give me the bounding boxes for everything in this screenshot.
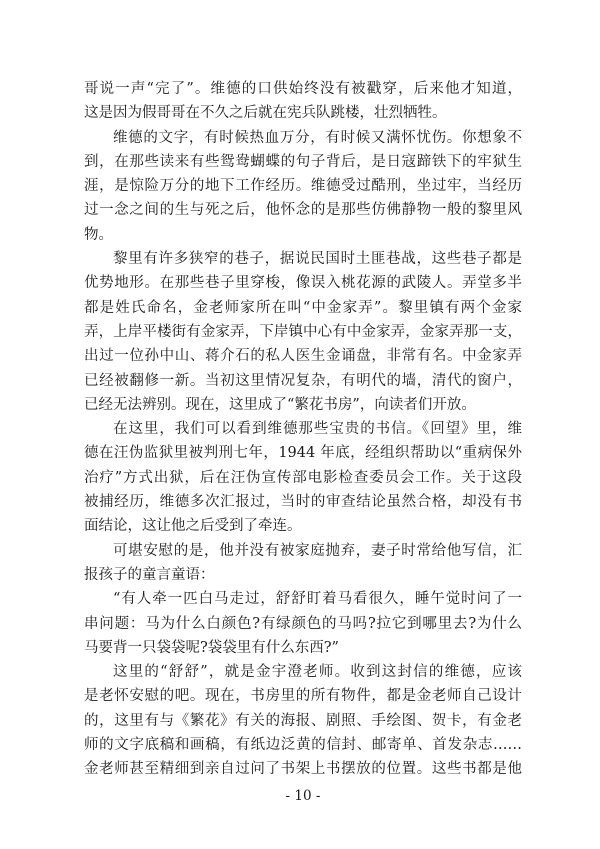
- text-line: 马要背一只袋袋呢?袋袋里有什么东西?”: [84, 639, 339, 656]
- text-line: 治疗”方式出狱，后在汪伪宣传部电影检查委员会工作。关于这段: [84, 469, 522, 486]
- text-line: 弄，上岸平楼街有金家弄，下岸镇中心有中金家弄，金家弄那一支，: [84, 323, 522, 340]
- text-line: 的，这里有与《繁花》有关的海报、剧照、手绘图、贺卡，有金老: [84, 712, 522, 729]
- page-number: - 10 -: [285, 788, 321, 804]
- text-line: 是老怀安慰的吧。现在，书房里的所有物件，都是金老师自己设计: [84, 688, 522, 705]
- text-line: 可堪安慰的是，他并没有被家庭抛弃，妻子时常给他写信，汇: [113, 542, 522, 559]
- text-line: 师的文字底稿和画稿，有纸边泛黄的信封、邮寄单、首发杂志……: [84, 737, 522, 754]
- text-line: 物。: [84, 226, 113, 243]
- text-line: 都是姓氏命名，金老师家所在叫“中金家弄”。黎里镇有两个金家: [84, 299, 522, 316]
- text-line: 金老师甚至精细到亲自过问了书架上书摆放的位置。这些书都是他: [84, 761, 522, 778]
- text-line: 出过一位孙中山、蒋介石的私人医生金诵盘，非常有名。中金家弄: [84, 348, 522, 365]
- text-line: 这是因为假哥哥在不久之后就在宪兵队跳楼，壮烈牺牲。: [84, 105, 447, 122]
- text-line: 这里的“舒舒”，就是金宇澄老师。收到这封信的维德，应该: [113, 664, 522, 681]
- text-line: 被捕经历，维德多次汇报过，当时的审查结论虽然合格，却没有书: [84, 494, 522, 511]
- text-line: 在这里，我们可以看到维德那些宝贵的书信。《回望》里，维: [113, 421, 522, 438]
- text-line: 优势地形。在那些巷子里穿梭，像误入桃花源的武陵人。弄堂多半: [84, 275, 522, 292]
- text-line: 过一念之间的生与死之后，他怀念的是那些仿佛静物一般的黎里风: [84, 202, 522, 219]
- text-line: 到，在那些读来有些鸳鸯蝴蝶的句子背后，是日寇蹄铁下的牢狱生: [84, 153, 522, 170]
- text-line: 报孩子的童言童语：: [84, 566, 215, 583]
- text-line: 已经被翻修一新。当初这里情况复杂，有明代的墙，清代的窗户，: [84, 372, 522, 389]
- text-line: 串问题：马为什么白颜色?有绿颜色的马吗?拉它到哪里去?为什么: [84, 615, 522, 632]
- text-line: 德在汪伪监狱里被判刑七年，1944 年底，经组织帮助以“重病保外: [84, 445, 522, 462]
- text-line: 面结论，这让他之后受到了牵连。: [84, 518, 302, 535]
- text-line: 哥说一声“完了”。维德的口供始终没有被戳穿，后来他才知道，: [84, 81, 522, 97]
- text-line: “有人牵一匹白马走过，舒舒盯着马看很久，睡午觉时问了一: [113, 591, 522, 608]
- text-line: 维德的文字，有时候热血万分，有时候又满怀忧伤。你想象不: [113, 129, 522, 146]
- text-line: 涯，是惊险万分的地下工作经历。维德受过酷刑，坐过牢，当经历: [84, 178, 522, 195]
- text-line: 黎里有许多狭窄的巷子，据说民国时土匪巷战，这些巷子都是: [113, 251, 522, 268]
- text-block: [84, 77, 522, 782]
- text-line: 已经无法辨别。现在，这里成了“繁花书房”，向读者们开放。: [84, 396, 476, 413]
